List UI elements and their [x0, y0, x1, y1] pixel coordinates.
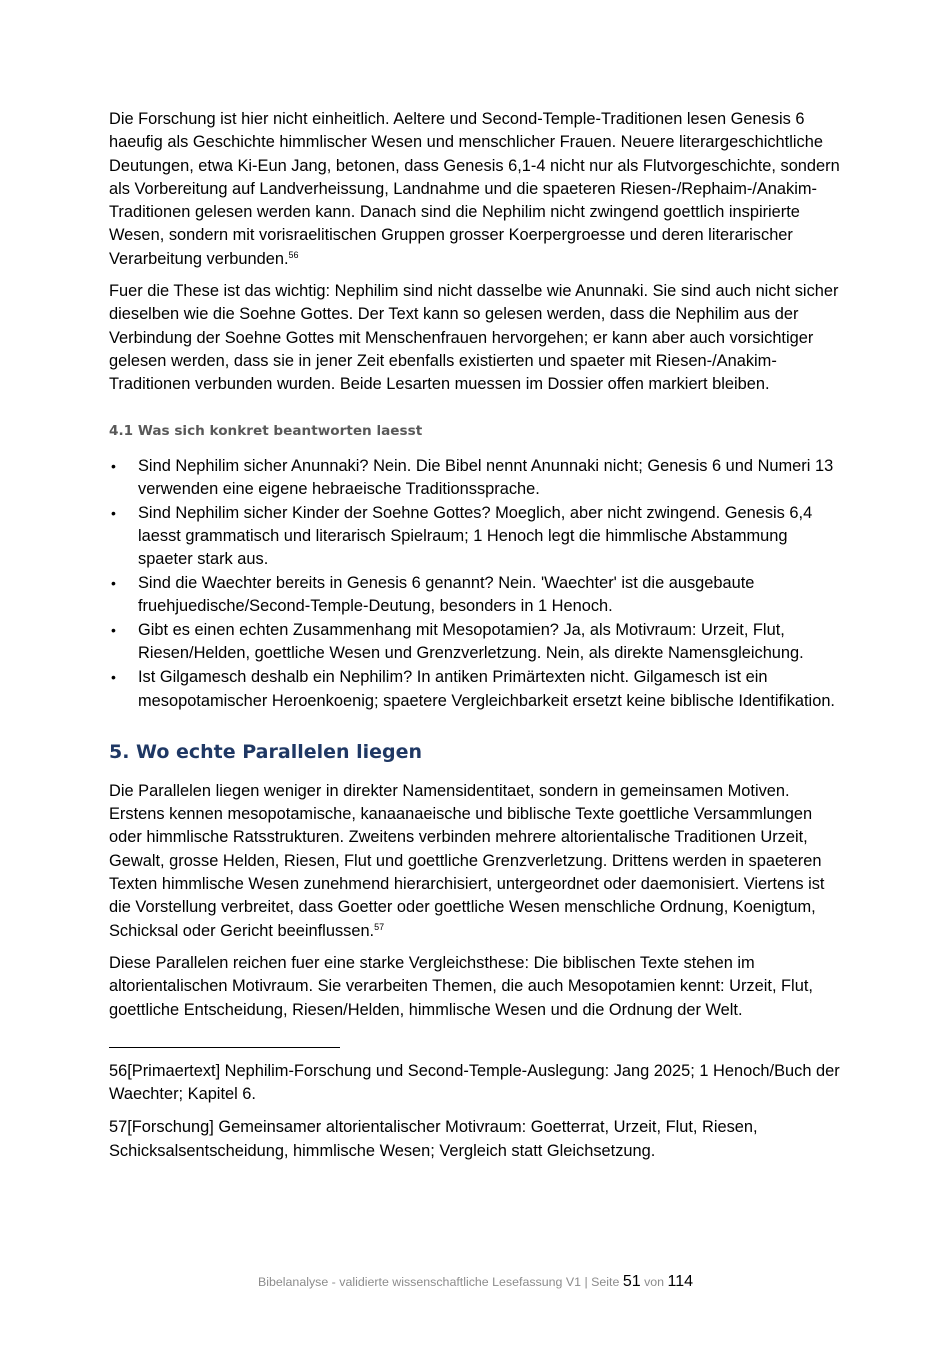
bullet-icon: •	[111, 575, 116, 592]
bullet-list	[109, 455, 844, 713]
subsection-heading: 4.1 Was sich konkret beantworten laesst	[109, 422, 423, 439]
footnote-ref[interactable]: 56	[288, 249, 299, 260]
footer-of-label: von	[644, 1275, 665, 1289]
list-item: • Sind die Waechter bereits in Genesis 6 genannt? Nein. 'Waechter' ist die ausgebaute fruehjuedische/Second-Temple-Deutung, besonders in 1 Henoch.	[111, 574, 755, 616]
body-paragraph: Die Forschung ist hier nicht einheitlich. Aeltere und Second-Temple-Traditionen lesen Genesis 6 haeufig als Geschichte himmlischer Wesen und menschlicher Frauen. Neuere literargeschichtliche Deutungen, etwa Ki-Eun Jang, betonen, dass Genesis 6,1-4 nicht nur als Flutvorgeschichte, sondern als Vorbereitung auf Landverheissung, Landnahme und die spaeteren Riesen-/Rephaim-/Anakim-Traditionen gelesen werden kann. Danach sind die Nephilim nicht zwingend goettlich inspirierte Wesen, sondern mit vorisraelitischen Gruppen grosser Koerpergroesse und deren literarischer Verarbeitung verbunden.$^{56}$	[109, 110, 840, 268]
footnote-divider	[109, 1047, 340, 1048]
body-paragraph: Fuer die These ist das wichtig: Nephilim sind nicht dasselbe wie Anunnaki. Sie sind auch nicht sicher dieselben wie die Soehne Gottes. Der Text kann so gelesen werden, dass die Nephilim aus der Verbindung der Soehne Gottes mit Menschenfrauen hervorgehen; er kann aber auch vorsichtiger gelesen werden, dass sie in jener Zeit ebenfalls existierten und spaeter mit Riesen-/Anakim-Traditionen verbunden wurden. Beide Lesarten muessen im Dossier offen markiert bleiben.	[109, 282, 839, 394]
bullet-icon: •	[111, 457, 116, 474]
body-paragraph: Diese Parallelen reichen fuer eine starke Vergleichsthese: Die biblischen Texte stehen im altorientalischen Motivraum. Sie verarbeiten Themen, die auch Mesopotamien kennt: Urzeit, Flut, goettliche Entscheidung, Riesen/Helden, himmlische Wesen und die Ordnung der Welt.	[109, 953, 813, 1019]
footnote: 57[Forschung] Gemeinsamer altorientalischer Motivraum: Goetterrat, Urzeit, Flut, Riesen, Schicksalsentscheidung, himmlische Wesen; Vergleich statt Gleichsetzung.	[109, 1118, 758, 1160]
body-paragraph: Die Parallelen liegen weniger in direkter Namensidentitaet, sondern in gemeinsamen Motiven. Erstens kennen mesopotamische, kanaanaeische und biblische Texte goettliche Versammlungen oder himmlische Ratsstrukturen. Zweitens verbinden mehrere altorientalische Traditionen Urzeit, Gewalt, grosse Helden, Riesen, Flut und goettliche Grenzverletzung. Drittens werden in spaeteren Texten himmlische Wesen zunehmend hierarchisiert, untergeordnet oder daemonisiert. Viertens ist die Vorstellung verbreitet, dass Goetter oder goettliche Wesen menschliche Ordnung, Koenigtum, Schicksal oder Gericht beeinflussen.$^{57}$	[109, 781, 825, 940]
section-heading: 5. Wo echte Parallelen liegen	[109, 740, 423, 763]
list-item: • Gibt es einen echten Zusammenhang mit Mesopotamien? Ja, als Motivraum: Urzeit, Flut, Riesen/Helden, goettliche Wesen und Grenzverletzung. Nein, als direkte Namensgleichung.	[111, 621, 804, 663]
page-number: 51	[622, 1273, 641, 1290]
bullet-icon: •	[111, 504, 116, 521]
footer-label: Bibelanalyse - validierte wissenschaftliche Lesefassung V1 | Seite	[257, 1275, 620, 1289]
footnote-ref[interactable]: 57	[374, 921, 385, 932]
bullet-icon: •	[111, 622, 116, 639]
list-item: • Sind Nephilim sicher Kinder der Soehne Gottes? Moeglich, aber nicht zwingend. Genesis 6,4 laesst grammatisch und literarisch Spielraum; 1 Henoch legt die himmlische Abstammung spaeter stark aus.	[111, 503, 813, 569]
list-item: • Sind Nephilim sicher Anunnaki? Nein. Die Bibel nennt Anunnaki nicht; Genesis 6 und Numeri 13 verwenden eine eigene hebraeische Traditionssprache.	[111, 456, 834, 498]
page-total: 114	[667, 1273, 694, 1290]
footnote: 56[Primaertext] Nephilim-Forschung und Second-Temple-Auslegung: Jang 2025; 1 Henoch/Buch der Waechter; Kapitel 6.	[109, 1061, 840, 1104]
page-footer	[0, 1273, 951, 1291]
bullet-icon: •	[111, 669, 116, 686]
page-body	[109, 108, 844, 1173]
list-item: • Ist Gilgamesch deshalb ein Nephilim? In antiken Primärtexten nicht. Gilgamesch ist ein mesopotamischer Heroenkoenig; spaetere Vergleichbarkeit ersetzt keine biblische Identifikation.	[111, 668, 835, 710]
